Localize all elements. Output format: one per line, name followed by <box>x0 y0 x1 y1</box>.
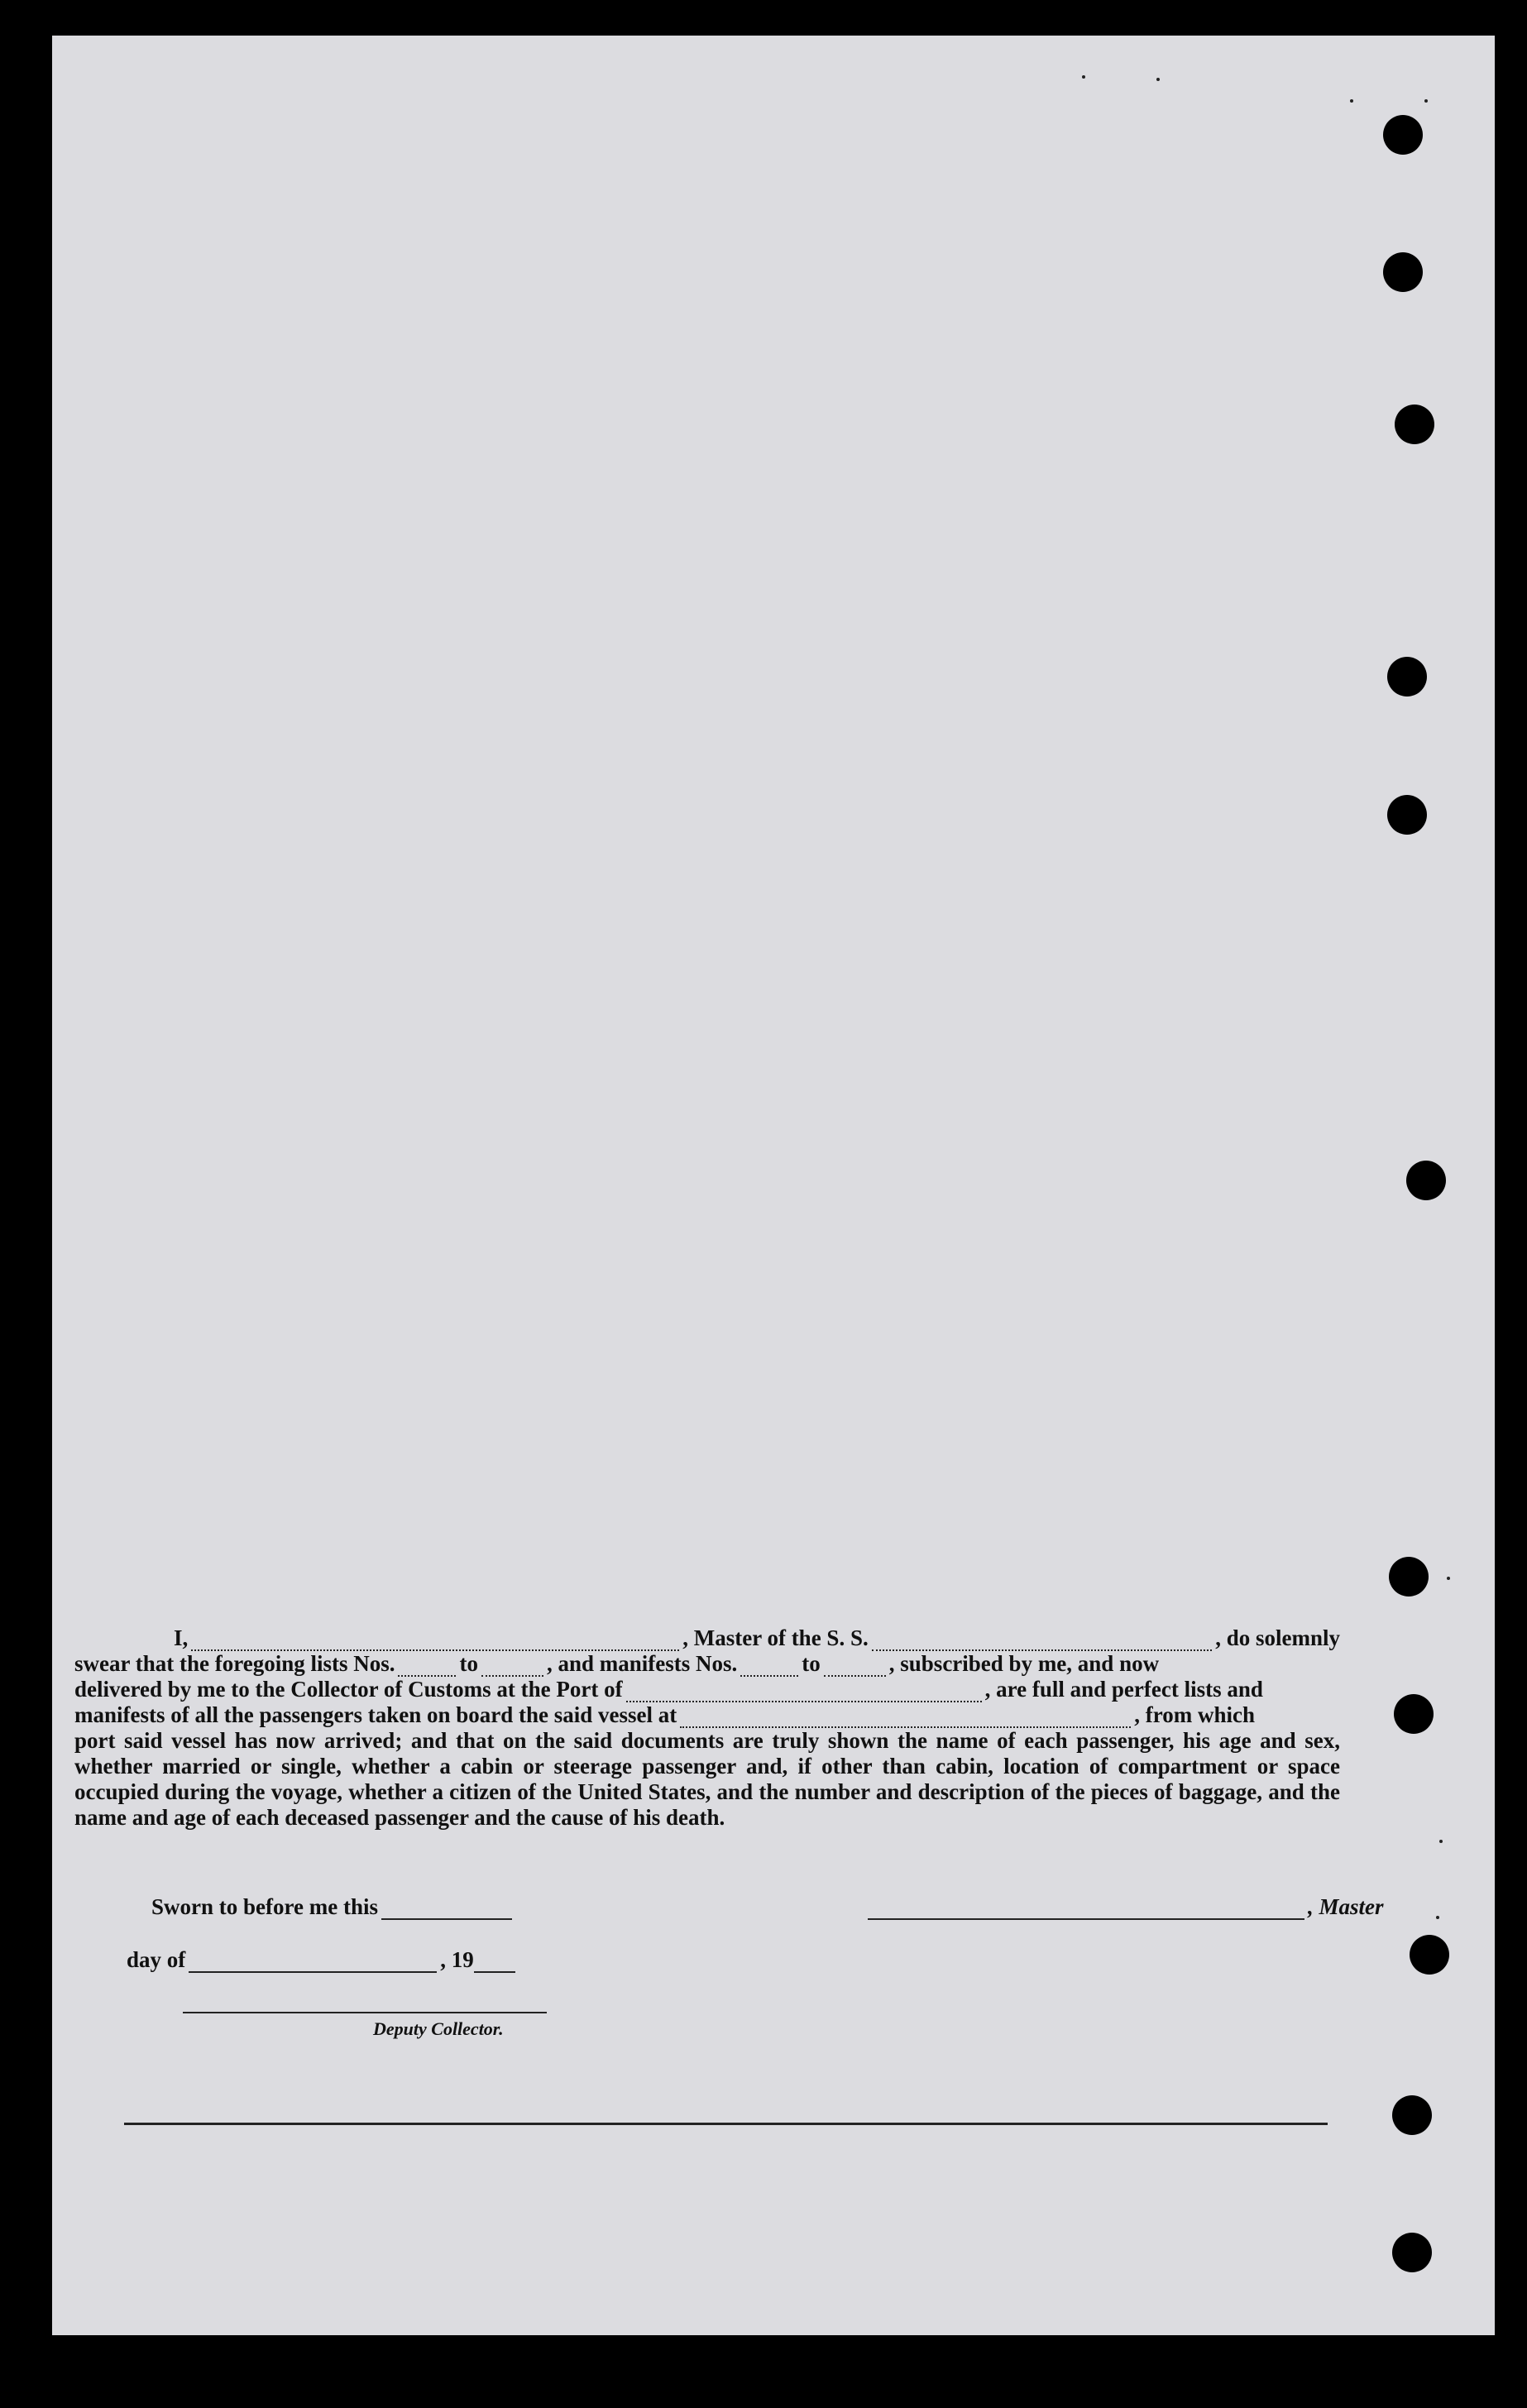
manifests-to-blank[interactable] <box>824 1657 886 1677</box>
year-label: , 19 <box>440 1947 474 1972</box>
oath-text: manifests of all the passengers taken on board the said vessel at <box>74 1702 677 1727</box>
sworn-label: Sworn to before me this <box>151 1894 378 1919</box>
speck <box>1156 78 1160 81</box>
speck <box>1350 99 1353 103</box>
oath-line-4 <box>74 1702 1340 1728</box>
departure-port-blank[interactable] <box>680 1708 1131 1728</box>
master-signature-blank[interactable] <box>868 1900 1304 1920</box>
year-blank[interactable] <box>474 1953 515 1973</box>
oath-text-remainder: port said vessel has now arrived; and that on the said documents are truly shown the name of each passenger, his age and sex, whether married or single, whether a cabin or steerage passenger and, if other than cabin, location of compartment or space occupied during the voyage, whether a citizen of the United States, and the number and description of the pieces of baggage, and the name and age of each deceased passenger and the cause of his death. <box>74 1728 1340 1830</box>
document-page <box>52 36 1495 2335</box>
oath-line-2 <box>74 1651 1340 1677</box>
oath-text: swear that the foregoing lists Nos. <box>74 1651 395 1676</box>
deputy-signature-line[interactable] <box>183 2012 547 2013</box>
binder-hole-9 <box>1410 1935 1449 1975</box>
sworn-row <box>151 1894 515 1920</box>
speck <box>1447 1577 1450 1580</box>
master-name-blank[interactable] <box>191 1631 679 1651</box>
oath-text: , do solemnly <box>1215 1625 1340 1650</box>
day-of-label: day of <box>127 1947 186 1972</box>
binder-hole-2 <box>1383 252 1423 292</box>
speck <box>1436 1916 1439 1919</box>
oath-text: delivered by me to the Collector of Customs at the Port of <box>74 1677 623 1702</box>
binder-hole-7 <box>1389 1557 1429 1597</box>
month-blank[interactable] <box>189 1953 437 1973</box>
ship-name-blank[interactable] <box>872 1631 1213 1651</box>
manifests-from-blank[interactable] <box>740 1657 798 1677</box>
master-oath-paragraph <box>74 1625 1340 1831</box>
oath-text: , are full and perfect lists and <box>984 1677 1263 1702</box>
oath-text: , Master of the S. S. <box>682 1625 869 1650</box>
binder-hole-5 <box>1387 795 1427 835</box>
oath-line-1 <box>74 1625 1340 1651</box>
lists-to-blank[interactable] <box>481 1657 543 1677</box>
binder-hole-6 <box>1406 1161 1446 1200</box>
binder-hole-10 <box>1392 2095 1432 2135</box>
binder-hole-8 <box>1394 1694 1434 1734</box>
oath-text: , and manifests Nos. <box>546 1651 738 1676</box>
binder-hole-3 <box>1395 405 1434 444</box>
oath-text: , from which <box>1134 1702 1256 1727</box>
oath-text: I, <box>174 1625 189 1650</box>
port-blank[interactable] <box>626 1683 982 1702</box>
binder-hole-11 <box>1392 2233 1432 2272</box>
speck <box>1082 75 1085 79</box>
master-signature-row <box>864 1894 1384 1920</box>
sworn-date-blank[interactable] <box>381 1900 512 1920</box>
speck <box>1424 99 1428 103</box>
speck <box>1439 1840 1443 1843</box>
master-label: , Master <box>1308 1894 1384 1919</box>
oath-text: to <box>802 1651 821 1676</box>
oath-line-3 <box>74 1677 1340 1702</box>
lists-from-blank[interactable] <box>398 1657 456 1677</box>
deputy-collector-label: Deputy Collector. <box>373 2018 504 2039</box>
day-of-row <box>127 1947 519 1973</box>
oath-text: to <box>459 1651 478 1676</box>
binder-hole-1 <box>1383 115 1423 155</box>
bottom-rule <box>124 2123 1328 2125</box>
binder-hole-4 <box>1387 657 1427 697</box>
oath-text: , subscribed by me, and now <box>888 1651 1160 1676</box>
